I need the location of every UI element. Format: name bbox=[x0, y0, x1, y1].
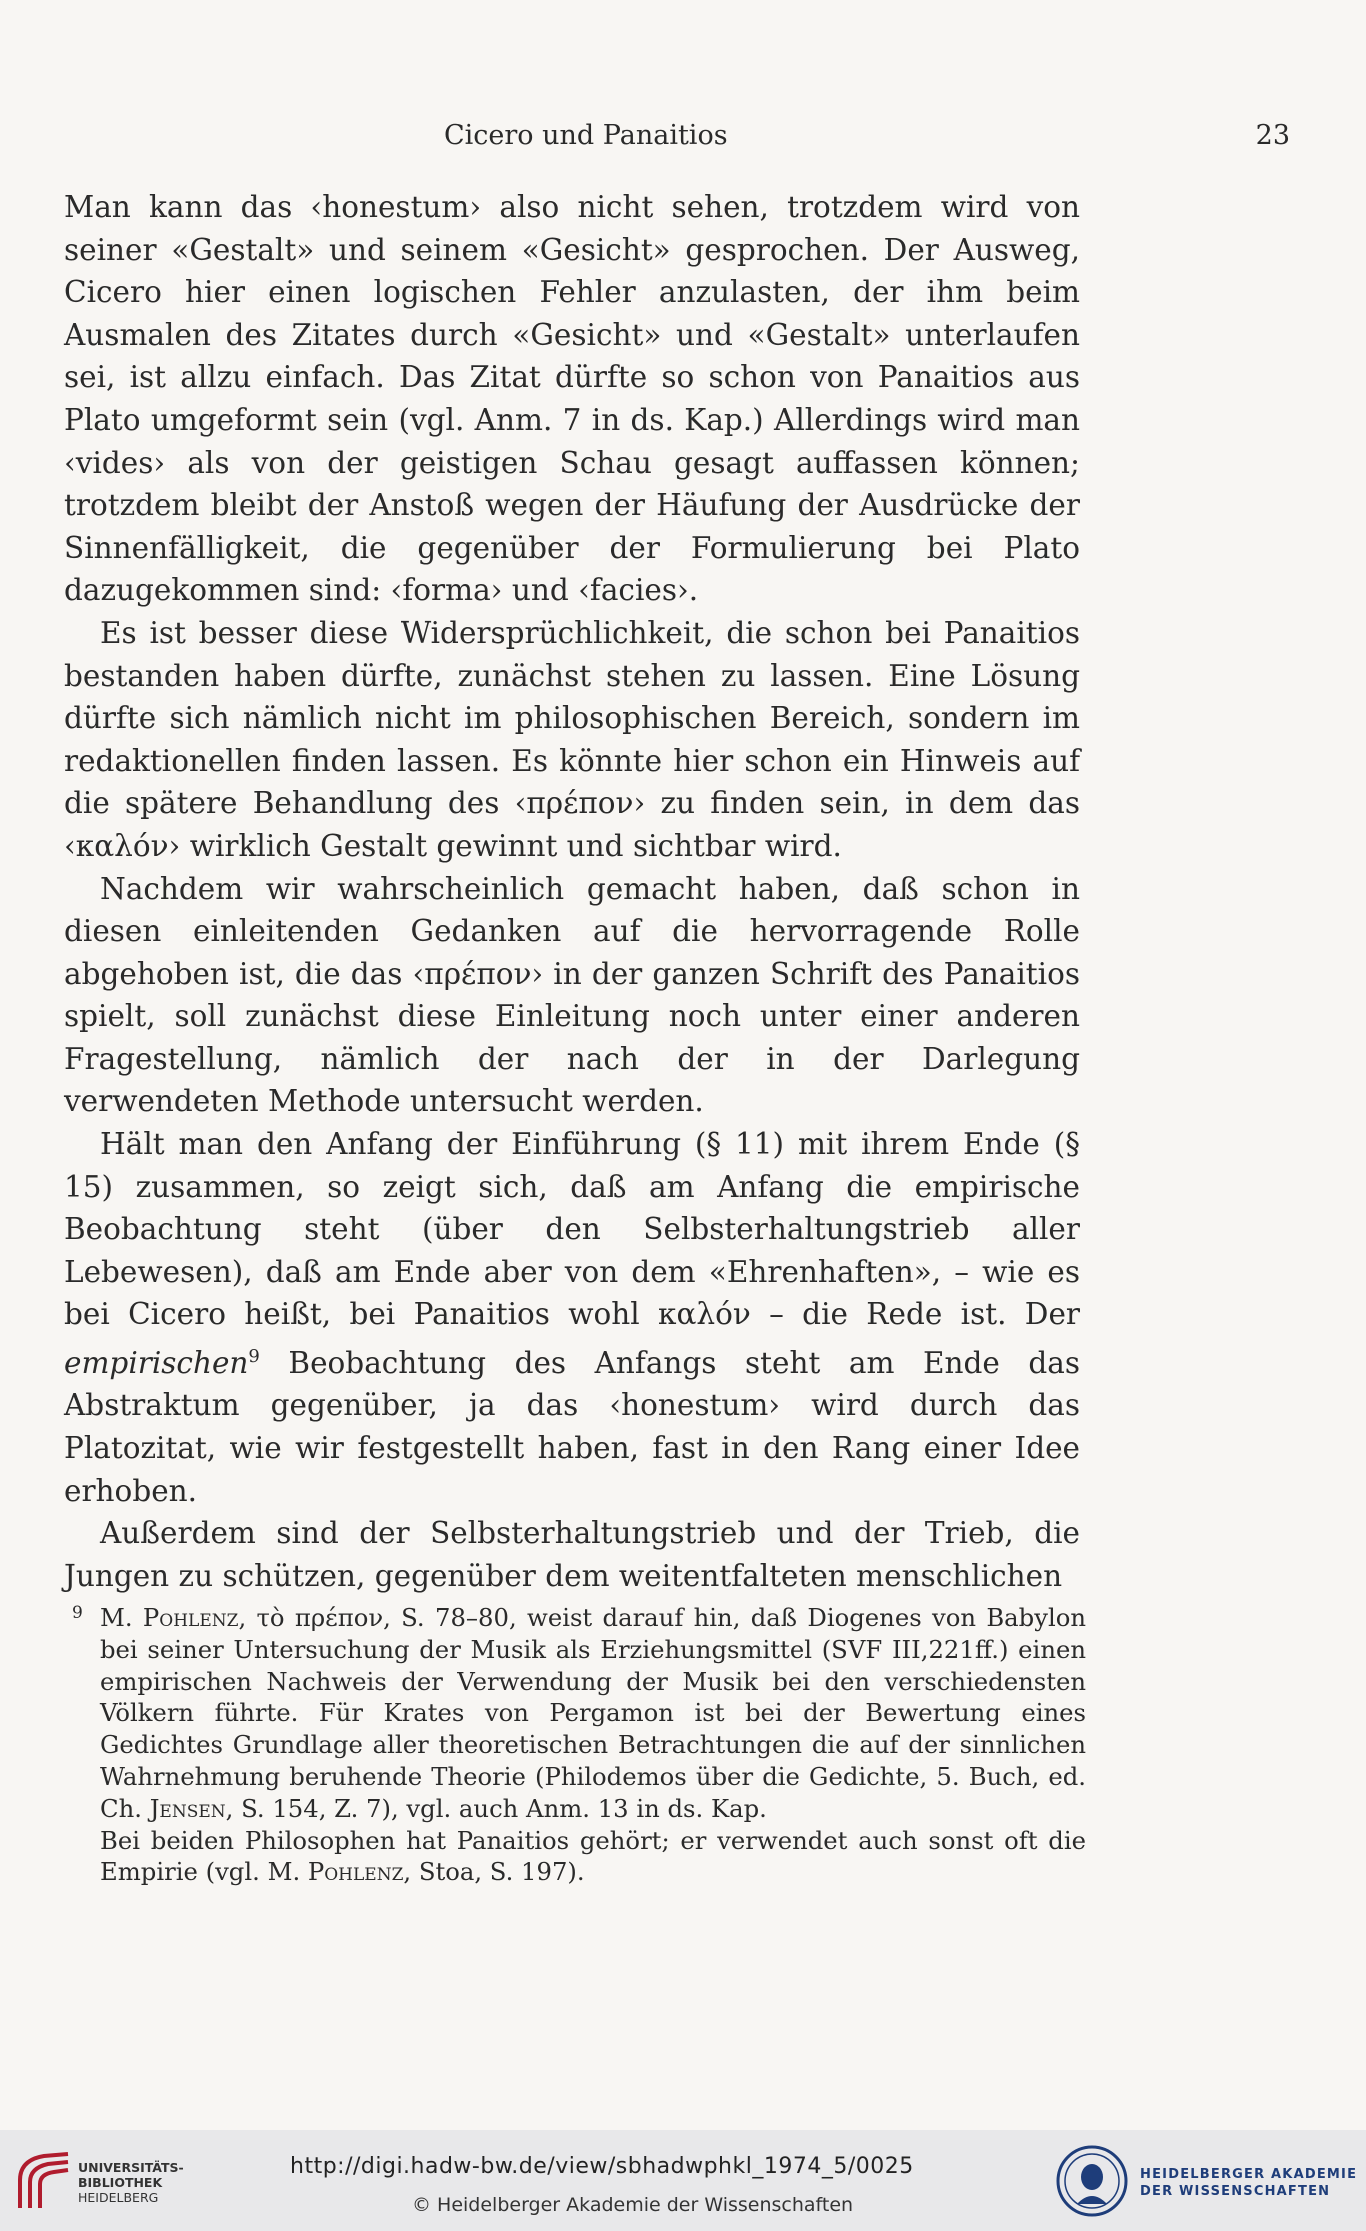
footnote-reference[interactable]: 9 bbox=[248, 1346, 260, 1368]
footnote-9-continued bbox=[64, 1825, 1086, 1889]
running-head bbox=[64, 120, 1290, 160]
paragraph-3: Nachdem wir wahrscheinlich gemacht haben, daß schon in diesen einleitenden Gedanken auf die hervorragende Rolle abgehoben ist, die das ‹πρέπον› in der ganzen Schrift des Panaitios spielt, soll zunächst diese Einleitung noch unter einer anderen Fragestellung, nämlich der nach der in der Darlegung verwendeten Methode untersucht werden. bbox=[64, 871, 1080, 1119]
footnote-text-4: , Stoa, S. 197). bbox=[403, 1857, 585, 1887]
paragraph-1: Man kann das ‹honestum› also nicht sehen, trotzdem wird von seiner «Gestalt» und seinem «Gesicht» gesprochen. Der Ausweg, Cicero hier einen logischen Fehler anzulasten, der ihm beim Ausmalen des Zitates durch «Gesicht» und «Gestalt» unterlaufen sei, ist allzu einfach. Das Zitat dürfte so schon von Panaitios aus Plato umgeformt sein (vgl. Anm. 7 in ds. Kap.) Allerdings wird man ‹vides› als von der geistigen Schau gesagt auffassen können; trotzdem bleibt der Anstoß wegen der Häufung der Ausdrücke der Sinnenfälligkeit, die gegenüber der Formulierung bei Plato dazugekommen sind: ‹forma› und ‹facies›. bbox=[64, 190, 1080, 608]
paragraph-4-text-b: Beobachtung des Anfangs steht am Ende das Abstraktum gegenüber, ja das ‹honestum› wird durch das Platozitat, wie wir festgestellt haben, fast in den Rang einer Idee erhoben. bbox=[64, 1345, 1080, 1508]
footnote-text-2: , S. 154, Z. 7), vgl. auch Anm. 13 in ds. Kap. bbox=[225, 1793, 767, 1823]
copyright-notice: © Heidelberger Akademie der Wissenschaften bbox=[412, 2194, 854, 2216]
footnote-text-3: Bei beiden Philosophen hat Panaitios gehört; er verwendet auch sonst oft die Empirie (vgl. M. bbox=[100, 1825, 1086, 1887]
paragraph-4 bbox=[64, 1123, 1080, 1512]
footnotes bbox=[64, 1602, 1086, 1888]
paragraph-5: Außerdem sind der Selbsterhaltungstrieb und der Trieb, die Jungen zu schützen, gegenüber dem weitentfalteten menschlichen bbox=[64, 1516, 1080, 1593]
footnote-mark: 9 bbox=[72, 1603, 83, 1623]
footnote-author: Jensen bbox=[149, 1793, 226, 1823]
emphasized-word: empirischen bbox=[64, 1345, 249, 1380]
viewer-footer-bar bbox=[0, 2130, 1366, 2231]
academy-name: HEIDELBERGER AKADEMIE DER WISSENSCHAFTEN bbox=[1140, 2167, 1358, 2199]
main-text bbox=[64, 186, 1080, 1597]
paragraph-2: Es ist besser diese Widersprüchlichkeit, die schon bei Panaitios bestanden haben dürfte, zunächst stehen zu lassen. Eine Lösung dürfte sich nämlich nicht im philosophischen Bereich, sondern im redaktionellen finden lassen. Es könnte hier schon ein Hinweis auf die spätere Behandlung des ‹πρέπον› zu finden sein, in dem das ‹καλόν› wirklich Gestalt gewinnt und sichtbar wird. bbox=[64, 615, 1080, 863]
footnote-text-1: , τὸ πρέπον, S. 78–80, weist darauf hin, daß Diogenes von Babylon bei seiner Untersuchung der Musik als Erziehungsmittel (SVF III,221ff.) einen empirischen Nachweis der Verwendung der Musik bei den verschiedensten Völkern führte. Für Krates von Pergamon ist bei der Bewertung eines Gedichtes Grundlage aller theoretischen Betrachtungen die auf der sinnlichen Wahrnehmung beruhende Theorie (Philodemos über die Gedichte, 5. Buch, ed. Ch. bbox=[100, 1603, 1086, 1823]
footnote-author: M. Pohlenz bbox=[100, 1603, 239, 1632]
university-library-logo-icon[interactable] bbox=[14, 2150, 74, 2212]
paragraph-4-text-a: Hält man den Anfang der Einführung (§ 11) mit ihrem Ende (§ 15) zusammen, so zeigt sich, daß am Anfang die empirische Beobachtung steht (über den Selbsterhaltungstrieb aller Lebewesen), daß am Ende aber von dem «Ehrenhaften», – wie es bei Cicero heißt, bei Panaitios wohl καλόν – die Rede ist. Der bbox=[64, 1127, 1080, 1332]
footnote-9 bbox=[64, 1602, 1086, 1825]
page-number: 23 bbox=[1255, 120, 1290, 151]
academy-seal-icon[interactable] bbox=[1055, 2144, 1129, 2218]
running-title: Cicero und Panaitios bbox=[444, 120, 728, 151]
university-library-name: UNIVERSITÄTS- BIBLIOTHEK HEIDELBERG bbox=[78, 2160, 184, 2205]
document-url-link[interactable]: http://digi.hadw-bw.de/view/sbhadwphkl_1974_5/0025 bbox=[290, 2154, 914, 2179]
footnote-author: Pohlenz bbox=[307, 1857, 404, 1887]
